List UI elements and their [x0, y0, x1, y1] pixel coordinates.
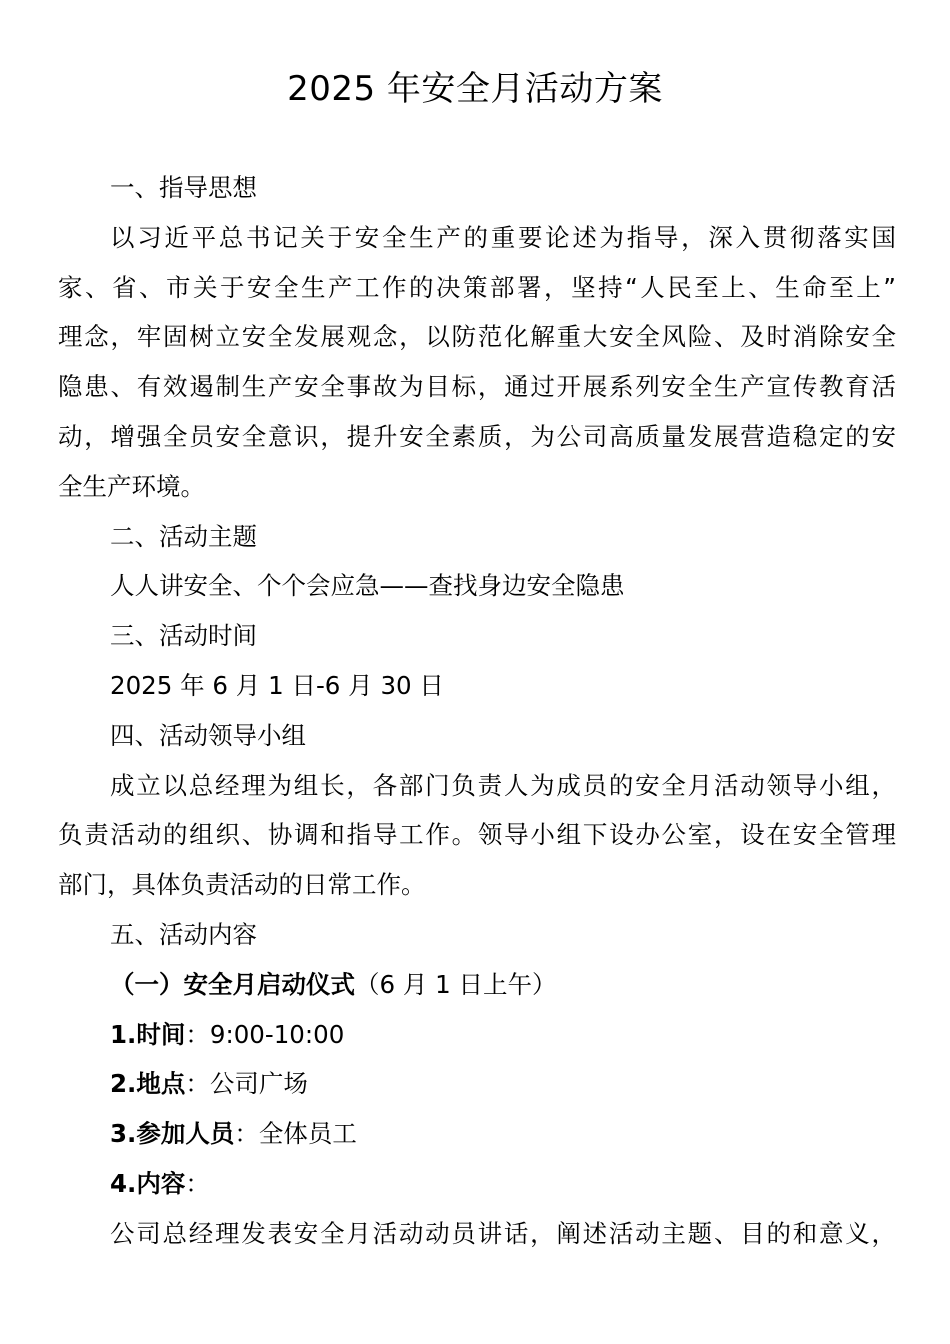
document-body [58, 163, 896, 1259]
section-heading: 四、活动领导小组 [110, 720, 306, 750]
paragraph-line: 理念，牢固树立安全发展观念，以防范化解重大安全风险、及时消除安全 [58, 322, 896, 352]
paragraph-line: 成立以总经理为组长，各部门负责人为成员的安全月活动领导小组， [110, 770, 896, 800]
paragraph-line: 以习近平总书记关于安全生产的重要论述为指导，深入贯彻落实国 [110, 222, 896, 252]
paragraph-line: 家、省、市关于安全生产工作的决策部署，坚持“人民至上、生命至上” [58, 272, 896, 302]
detail-separator: ： [185, 1168, 210, 1198]
subsection-title: （一）安全月启动仪式 [110, 969, 355, 999]
subsection-date: （6 月 1 日上午） [355, 969, 557, 999]
detail-item [58, 1010, 896, 1060]
section-heading: 五、活动内容 [110, 919, 257, 949]
paragraph-line: 部门，具体负责活动的日常工作。 [58, 870, 426, 900]
detail-label: 3.参加人员 [110, 1119, 235, 1149]
detail-value: 公司广场 [209, 1069, 308, 1099]
detail-label: 4.内容 [110, 1168, 186, 1198]
paragraph-line: 全生产环境。 [58, 471, 205, 501]
detail-separator: ： [234, 1119, 259, 1149]
section-heading: 三、活动时间 [110, 621, 257, 651]
detail-item [58, 1059, 896, 1109]
section-heading: 一、指导思想 [110, 173, 257, 202]
paragraph-line: 负责活动的组织、协调和指导工作。领导小组下设办公室，设在安全管理 [58, 820, 896, 850]
detail-label: 1.时间 [110, 1019, 186, 1049]
detail-value: 全体员工 [258, 1119, 357, 1149]
subsection-heading [58, 960, 896, 1010]
paragraph-line: 2025 年 6 月 1 日-6 月 30 日 [110, 670, 444, 700]
detail-separator: ： [185, 1069, 210, 1099]
paragraph-line: 人人讲安全、个个会应急——查找身边安全隐患 [110, 571, 625, 601]
paragraph-line: 隐患、有效遏制生产安全事故为目标，通过开展系列安全生产宣传教育活 [58, 372, 896, 402]
document-title: 2025 年安全月活动方案 [287, 69, 663, 109]
detail-item [58, 1159, 896, 1209]
section-heading: 二、活动主题 [110, 521, 257, 551]
paragraph-line: 公司总经理发表安全月活动动员讲话，阐述活动主题、目的和意义， [110, 1218, 896, 1248]
detail-label: 2.地点 [110, 1069, 186, 1099]
detail-value: 9:00-10:00 [209, 1019, 345, 1049]
paragraph-line: 动，增强全员安全意识，提升安全素质，为公司高质量发展营造稳定的安 [58, 421, 896, 451]
detail-separator: ： [185, 1019, 210, 1049]
detail-item [58, 1109, 896, 1159]
